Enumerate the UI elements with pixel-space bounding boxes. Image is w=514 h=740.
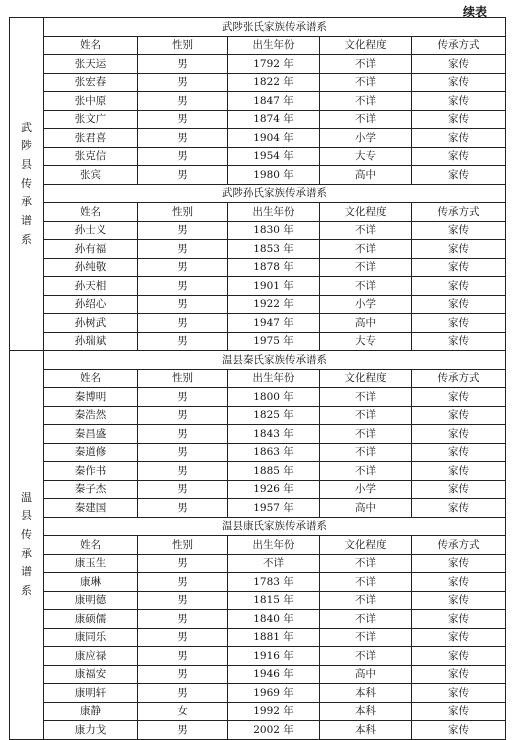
table-cell: 男 [138, 147, 228, 166]
table-cell: 康明轩 [44, 684, 138, 703]
table-row [10, 129, 506, 148]
table-cell: 男 [138, 406, 228, 425]
table-cell: 1843 年 [228, 425, 320, 444]
table-cell: 不详 [320, 573, 412, 592]
table-cell: 男 [138, 443, 228, 462]
table-cell: 家传 [412, 647, 506, 666]
table-cell: 男 [138, 221, 228, 240]
table-cell: 康应禄 [44, 647, 138, 666]
table-cell: 秦作书 [44, 462, 138, 481]
table-cell: 张克信 [44, 147, 138, 166]
table-cell: 1904 年 [228, 129, 320, 148]
region-label: 武陟县传承谱系 [21, 120, 32, 246]
table-row [10, 166, 506, 185]
column-header: 性别 [138, 369, 228, 388]
table-cell: 1840 年 [228, 610, 320, 629]
table-cell: 1822 年 [228, 73, 320, 92]
table-row [10, 277, 506, 296]
table-cell: 家传 [412, 221, 506, 240]
table-cell: 男 [138, 73, 228, 92]
table-cell: 不详 [320, 92, 412, 111]
table-cell: 男 [138, 684, 228, 703]
table-cell: 1957 年 [228, 499, 320, 518]
table-cell: 男 [138, 129, 228, 148]
table-cell: 男 [138, 92, 228, 111]
table-cell: 本科 [320, 702, 412, 721]
table-cell: 康琳 [44, 573, 138, 592]
table-cell: 小学 [320, 295, 412, 314]
table-row [10, 425, 506, 444]
table-cell: 1922 年 [228, 295, 320, 314]
column-header: 性别 [138, 536, 228, 555]
table-cell: 家传 [412, 258, 506, 277]
family-title: 温县秦氏家族传承谱系 [44, 351, 506, 370]
column-header-row [10, 36, 506, 55]
table-cell: 男 [138, 425, 228, 444]
family-title: 武陟孙氏家族传承谱系 [44, 184, 506, 203]
table-cell: 1853 年 [228, 240, 320, 259]
table-cell: 不详 [320, 443, 412, 462]
table-cell: 张君喜 [44, 129, 138, 148]
table-cell: 不详 [320, 628, 412, 647]
table-cell: 1975 年 [228, 332, 320, 351]
table-cell: 家传 [412, 277, 506, 296]
table-cell: 2002 年 [228, 721, 320, 740]
column-header: 文化程度 [320, 369, 412, 388]
table-cell: 不详 [320, 110, 412, 129]
table-cell: 1969 年 [228, 684, 320, 703]
table-row [10, 480, 506, 499]
column-header: 出生年份 [228, 536, 320, 555]
table-cell: 1947 年 [228, 314, 320, 333]
table-cell: 男 [138, 462, 228, 481]
table-cell: 家传 [412, 591, 506, 610]
table-row [10, 684, 506, 703]
column-header: 出生年份 [228, 369, 320, 388]
family-title: 温县康氏家族传承谱系 [44, 517, 506, 536]
table-cell: 1916 年 [228, 647, 320, 666]
table-cell: 男 [138, 480, 228, 499]
table-row [10, 332, 506, 351]
table-row [10, 591, 506, 610]
table-cell: 男 [138, 499, 228, 518]
table-row [10, 258, 506, 277]
table-cell: 男 [138, 647, 228, 666]
table-cell: 家传 [412, 499, 506, 518]
table-cell: 张天运 [44, 55, 138, 74]
table-row [10, 721, 506, 740]
family-title: 武陟张氏家族传承谱系 [44, 18, 506, 37]
table-row [10, 314, 506, 333]
column-header: 姓名 [44, 536, 138, 555]
table-cell: 家传 [412, 628, 506, 647]
table-row [10, 92, 506, 111]
table-row [10, 295, 506, 314]
table-cell: 秦道修 [44, 443, 138, 462]
region-label-cell [10, 18, 44, 351]
table-cell: 张文广 [44, 110, 138, 129]
table-cell: 不详 [320, 388, 412, 407]
table-row [10, 554, 506, 573]
table-cell: 男 [138, 110, 228, 129]
table-row [10, 55, 506, 74]
table-cell: 家传 [412, 332, 506, 351]
table-cell: 1878 年 [228, 258, 320, 277]
table-cell: 家传 [412, 240, 506, 259]
table-cell: 张宾 [44, 166, 138, 185]
table-cell: 孙树武 [44, 314, 138, 333]
table-cell: 1874 年 [228, 110, 320, 129]
table-row [10, 110, 506, 129]
table-cell: 1800 年 [228, 388, 320, 407]
table-cell: 1881 年 [228, 628, 320, 647]
table-cell: 不详 [228, 554, 320, 573]
table-cell: 高中 [320, 314, 412, 333]
table-cell: 女 [138, 702, 228, 721]
table-cell: 不详 [320, 258, 412, 277]
table-cell: 家传 [412, 314, 506, 333]
table-cell: 高中 [320, 499, 412, 518]
table-cell: 家传 [412, 147, 506, 166]
table-cell: 不详 [320, 610, 412, 629]
table-cell: 秦浩然 [44, 406, 138, 425]
table-cell: 1847 年 [228, 92, 320, 111]
column-header: 姓名 [44, 203, 138, 222]
table-row [10, 702, 506, 721]
table-cell: 不详 [320, 73, 412, 92]
table-cell: 不详 [320, 425, 412, 444]
lineage-table-body [10, 18, 506, 740]
column-header: 传承方式 [412, 536, 506, 555]
table-cell: 本科 [320, 684, 412, 703]
table-cell: 男 [138, 388, 228, 407]
table-cell: 不详 [320, 554, 412, 573]
table-cell: 家传 [412, 92, 506, 111]
table-cell: 家传 [412, 554, 506, 573]
column-header: 文化程度 [320, 203, 412, 222]
table-row [10, 628, 506, 647]
table-row [10, 388, 506, 407]
table-cell: 小学 [320, 129, 412, 148]
column-header: 姓名 [44, 36, 138, 55]
table-cell: 康同乐 [44, 628, 138, 647]
table-row [10, 406, 506, 425]
table-cell: 男 [138, 665, 228, 684]
table-cell: 1825 年 [228, 406, 320, 425]
table-cell: 1783 年 [228, 573, 320, 592]
table-cell: 家传 [412, 295, 506, 314]
table-cell: 家传 [412, 702, 506, 721]
table-row [10, 240, 506, 259]
table-cell: 家传 [412, 388, 506, 407]
table-cell: 男 [138, 721, 228, 740]
table-cell: 秦昌盛 [44, 425, 138, 444]
table-cell: 家传 [412, 73, 506, 92]
table-cell: 本科 [320, 721, 412, 740]
column-header-row [10, 536, 506, 555]
table-cell: 1830 年 [228, 221, 320, 240]
table-cell: 康明德 [44, 591, 138, 610]
table-cell: 家传 [412, 55, 506, 74]
table-cell: 男 [138, 55, 228, 74]
column-header-row [10, 203, 506, 222]
column-header: 性别 [138, 203, 228, 222]
column-header: 文化程度 [320, 36, 412, 55]
table-cell: 男 [138, 277, 228, 296]
table-cell: 家传 [412, 721, 506, 740]
table-cell: 张中原 [44, 92, 138, 111]
column-header: 传承方式 [412, 369, 506, 388]
region-label-cell [10, 351, 44, 740]
table-cell: 1954 年 [228, 147, 320, 166]
table-row [10, 147, 506, 166]
table-cell: 家传 [412, 462, 506, 481]
table-cell: 孙绍心 [44, 295, 138, 314]
table-cell: 康静 [44, 702, 138, 721]
column-header-row [10, 369, 506, 388]
table-cell: 1792 年 [228, 55, 320, 74]
family-title-row [10, 351, 506, 370]
table-cell: 男 [138, 295, 228, 314]
table-cell: 1815 年 [228, 591, 320, 610]
table-cell: 1980 年 [228, 166, 320, 185]
table-cell: 孙士义 [44, 221, 138, 240]
table-cell: 高中 [320, 665, 412, 684]
table-cell: 不详 [320, 462, 412, 481]
family-title-row [10, 184, 506, 203]
table-cell: 家传 [412, 573, 506, 592]
table-cell: 男 [138, 332, 228, 351]
table-row [10, 499, 506, 518]
table-cell: 家传 [412, 110, 506, 129]
table-cell: 孙纯敬 [44, 258, 138, 277]
table-cell: 家传 [412, 665, 506, 684]
table-row [10, 221, 506, 240]
table-cell: 1901 年 [228, 277, 320, 296]
table-row [10, 73, 506, 92]
family-title-row [10, 517, 506, 536]
table-cell: 家传 [412, 406, 506, 425]
table-cell: 孙天相 [44, 277, 138, 296]
table-cell: 1863 年 [228, 443, 320, 462]
table-cell: 康玉生 [44, 554, 138, 573]
table-cell: 家传 [412, 443, 506, 462]
table-cell: 家传 [412, 480, 506, 499]
table-cell: 不详 [320, 240, 412, 259]
table-row [10, 462, 506, 481]
table-row [10, 573, 506, 592]
table-row [10, 647, 506, 666]
table-cell: 不详 [320, 406, 412, 425]
table-cell: 男 [138, 591, 228, 610]
table-cell: 1992 年 [228, 702, 320, 721]
column-header: 传承方式 [412, 36, 506, 55]
table-cell: 男 [138, 314, 228, 333]
lineage-table [9, 17, 506, 740]
table-cell: 孙有福 [44, 240, 138, 259]
table-cell: 男 [138, 573, 228, 592]
table-cell: 秦博明 [44, 388, 138, 407]
table-cell: 男 [138, 628, 228, 647]
table-cell: 1946 年 [228, 665, 320, 684]
table-cell: 康力戈 [44, 721, 138, 740]
table-cell: 男 [138, 240, 228, 259]
table-cell: 秦子杰 [44, 480, 138, 499]
table-cell: 男 [138, 166, 228, 185]
table-cell: 康福安 [44, 665, 138, 684]
table-cell: 男 [138, 258, 228, 277]
table-cell: 秦建国 [44, 499, 138, 518]
table-cell: 大专 [320, 147, 412, 166]
table-cell: 男 [138, 554, 228, 573]
table-cell: 家传 [412, 425, 506, 444]
region-label: 温县传承谱系 [21, 490, 32, 598]
column-header: 传承方式 [412, 203, 506, 222]
table-row [10, 443, 506, 462]
family-title-row [10, 18, 506, 37]
table-cell: 张宏春 [44, 73, 138, 92]
column-header: 姓名 [44, 369, 138, 388]
table-row [10, 665, 506, 684]
continued-label: 续表 [463, 5, 488, 19]
table-cell: 男 [138, 610, 228, 629]
table-cell: 康硕儒 [44, 610, 138, 629]
table-cell: 1885 年 [228, 462, 320, 481]
table-cell: 家传 [412, 129, 506, 148]
table-cell: 家传 [412, 684, 506, 703]
table-cell: 不详 [320, 277, 412, 296]
table-cell: 大专 [320, 332, 412, 351]
table-cell: 不详 [320, 221, 412, 240]
table-cell: 家传 [412, 610, 506, 629]
table-cell: 高中 [320, 166, 412, 185]
table-cell: 不详 [320, 647, 412, 666]
column-header: 性别 [138, 36, 228, 55]
table-cell: 孙瑞斌 [44, 332, 138, 351]
table-row [10, 610, 506, 629]
table-cell: 小学 [320, 480, 412, 499]
table-cell: 家传 [412, 166, 506, 185]
column-header: 文化程度 [320, 536, 412, 555]
column-header: 出生年份 [228, 36, 320, 55]
table-cell: 1926 年 [228, 480, 320, 499]
column-header: 出生年份 [228, 203, 320, 222]
table-cell: 不详 [320, 591, 412, 610]
table-cell: 不详 [320, 55, 412, 74]
